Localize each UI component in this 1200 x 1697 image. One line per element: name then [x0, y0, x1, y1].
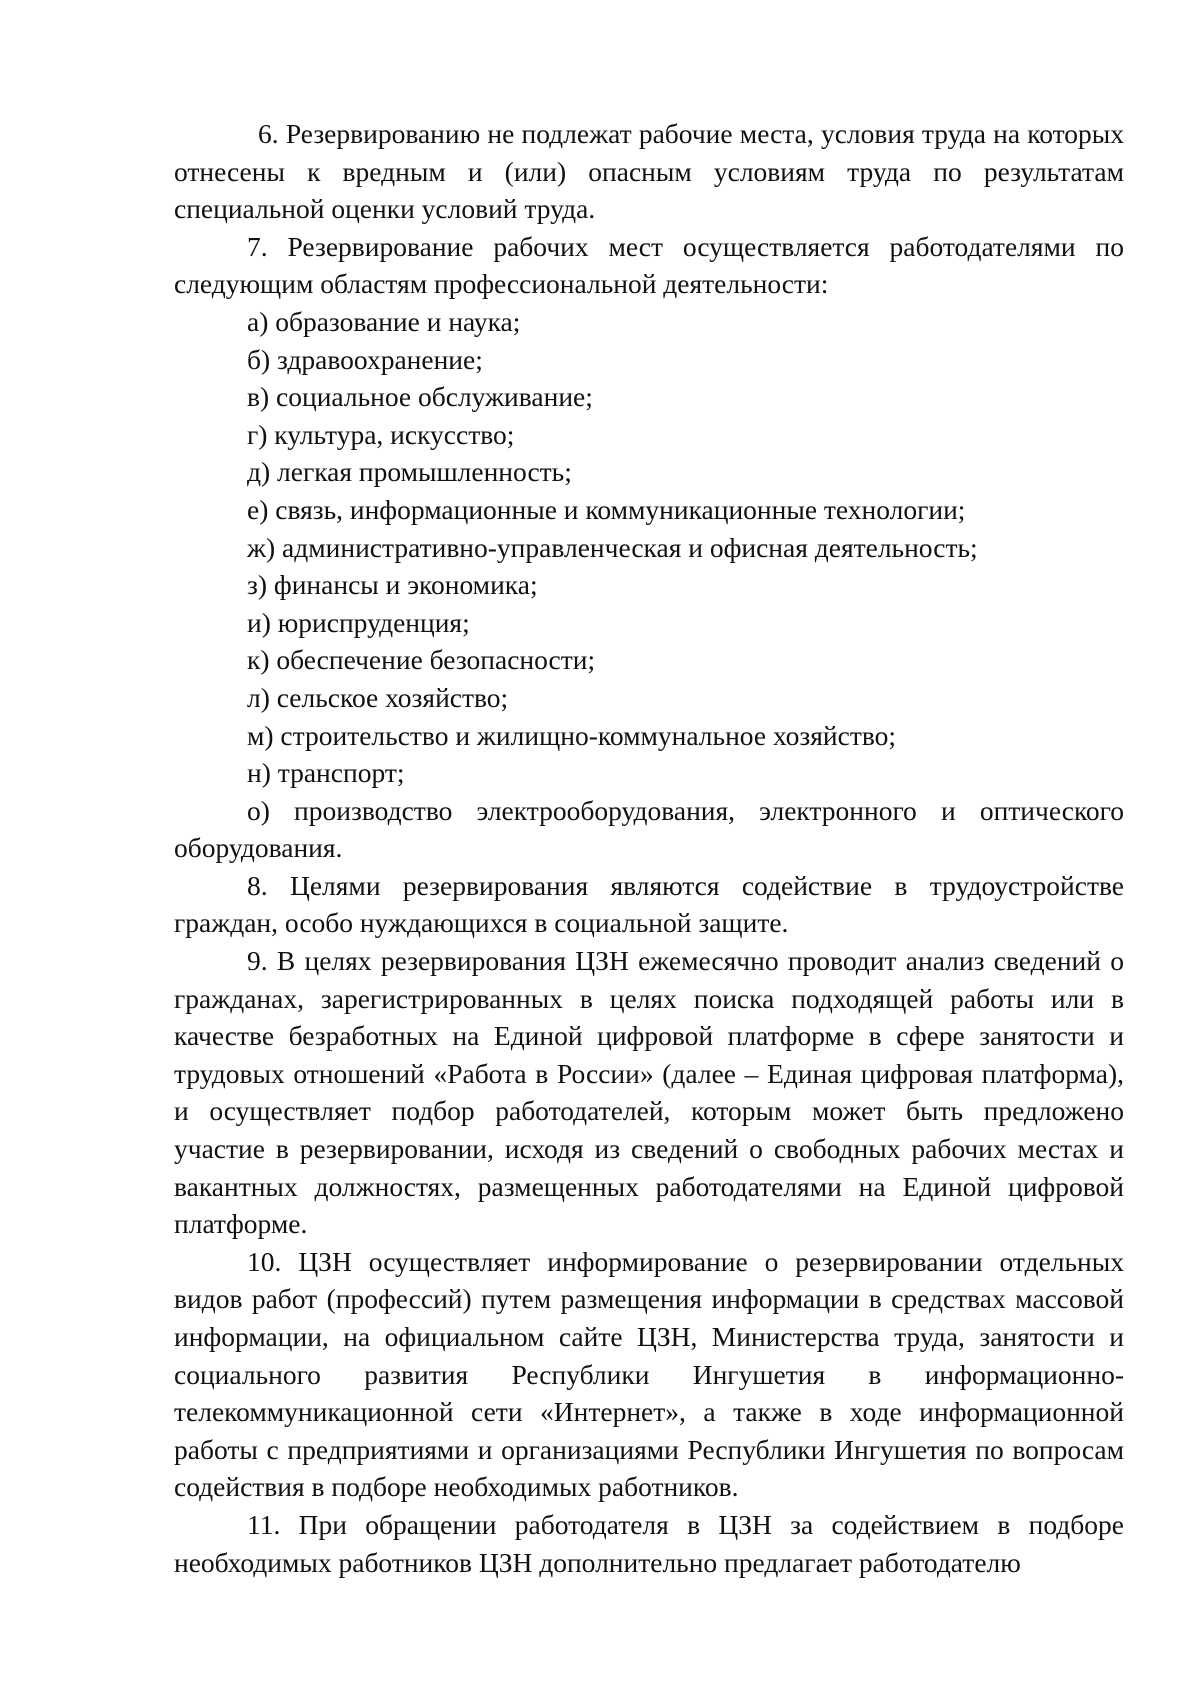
- area-item-v: в) социальное обслуживание;: [247, 381, 593, 413]
- area-item-i: и) юриспруденция;: [247, 606, 470, 638]
- area-item-b: б) здравоохранение;: [247, 343, 483, 375]
- paragraph-9: 9. В целях резервирования ЦЗН ежемесячно проводит анализ сведений о гражданах, зарегистрированных в целях поиска подходящей работы или в качестве безработных на Единой цифровой платформе в сфере занятости и трудовых отношений «Работа в России» (далее – Единая цифровая платформа), и осуществляет подбор работодателей, которым может быть предложено участие в резервировании, исходя из сведений о свободных рабочих местах и вакантных должностях, размещенных работодателями на Единой цифровой платформе.: [174, 945, 1124, 1240]
- areas-list: [174, 303, 1124, 867]
- area-item-e: е) связь, информационные и коммуникационные технологии;: [247, 493, 966, 525]
- area-item-zh: ж) административно-управленческая и офисная деятельность;: [247, 531, 978, 563]
- document-page: [174, 115, 1124, 1581]
- area-item-o: о) производство электрооборудования, электронного и оптического оборудования.: [174, 794, 1124, 864]
- paragraph-6: 6. Резервированию не подлежат рабочие места, условия труда на которых отнесены к вредным и (или) опасным условиям труда по результатам специальной оценки условий труда.: [174, 118, 1124, 225]
- area-item-a: а) образование и наука;: [247, 305, 521, 337]
- paragraph-7: 7. Резервирование рабочих мест осуществляется работодателями по следующим областям профессиональной деятельности:: [174, 230, 1124, 300]
- area-item-m: м) строительство и жилищно-коммунальное хозяйство;: [247, 719, 897, 751]
- area-item-k: к) обеспечение безопасности;: [247, 644, 596, 676]
- paragraph-10: 10. ЦЗН осуществляет информирование о резервировании отдельных видов работ (профессий) путем размещения информации в средствах массовой информации, на официальном сайте ЦЗН, Министерства труда, занятости и социального развития Республики Ингушетия в информационно-телекоммуникационной сети «Интернет», а также в ходе информационной работы с предприятиями и организациями Республики Ингушетия по вопросам содействия в подборе необходимых работников.: [174, 1245, 1124, 1503]
- area-item-l: л) сельское хозяйство;: [247, 681, 509, 713]
- paragraph-8: 8. Целями резервирования являются содействие в трудоустройстве граждан, особо нуждающихся в социальной защите.: [174, 869, 1124, 939]
- paragraph-11: 11. При обращении работодателя в ЦЗН за содействием в подборе необходимых работников ЦЗН дополнительно предлагает работодателю: [174, 1508, 1124, 1578]
- area-item-d: д) легкая промышленность;: [247, 456, 572, 488]
- area-item-g: г) культура, искусство;: [247, 418, 515, 450]
- area-item-z: з) финансы и экономика;: [247, 569, 538, 601]
- area-item-n: н) транспорт;: [247, 757, 405, 789]
